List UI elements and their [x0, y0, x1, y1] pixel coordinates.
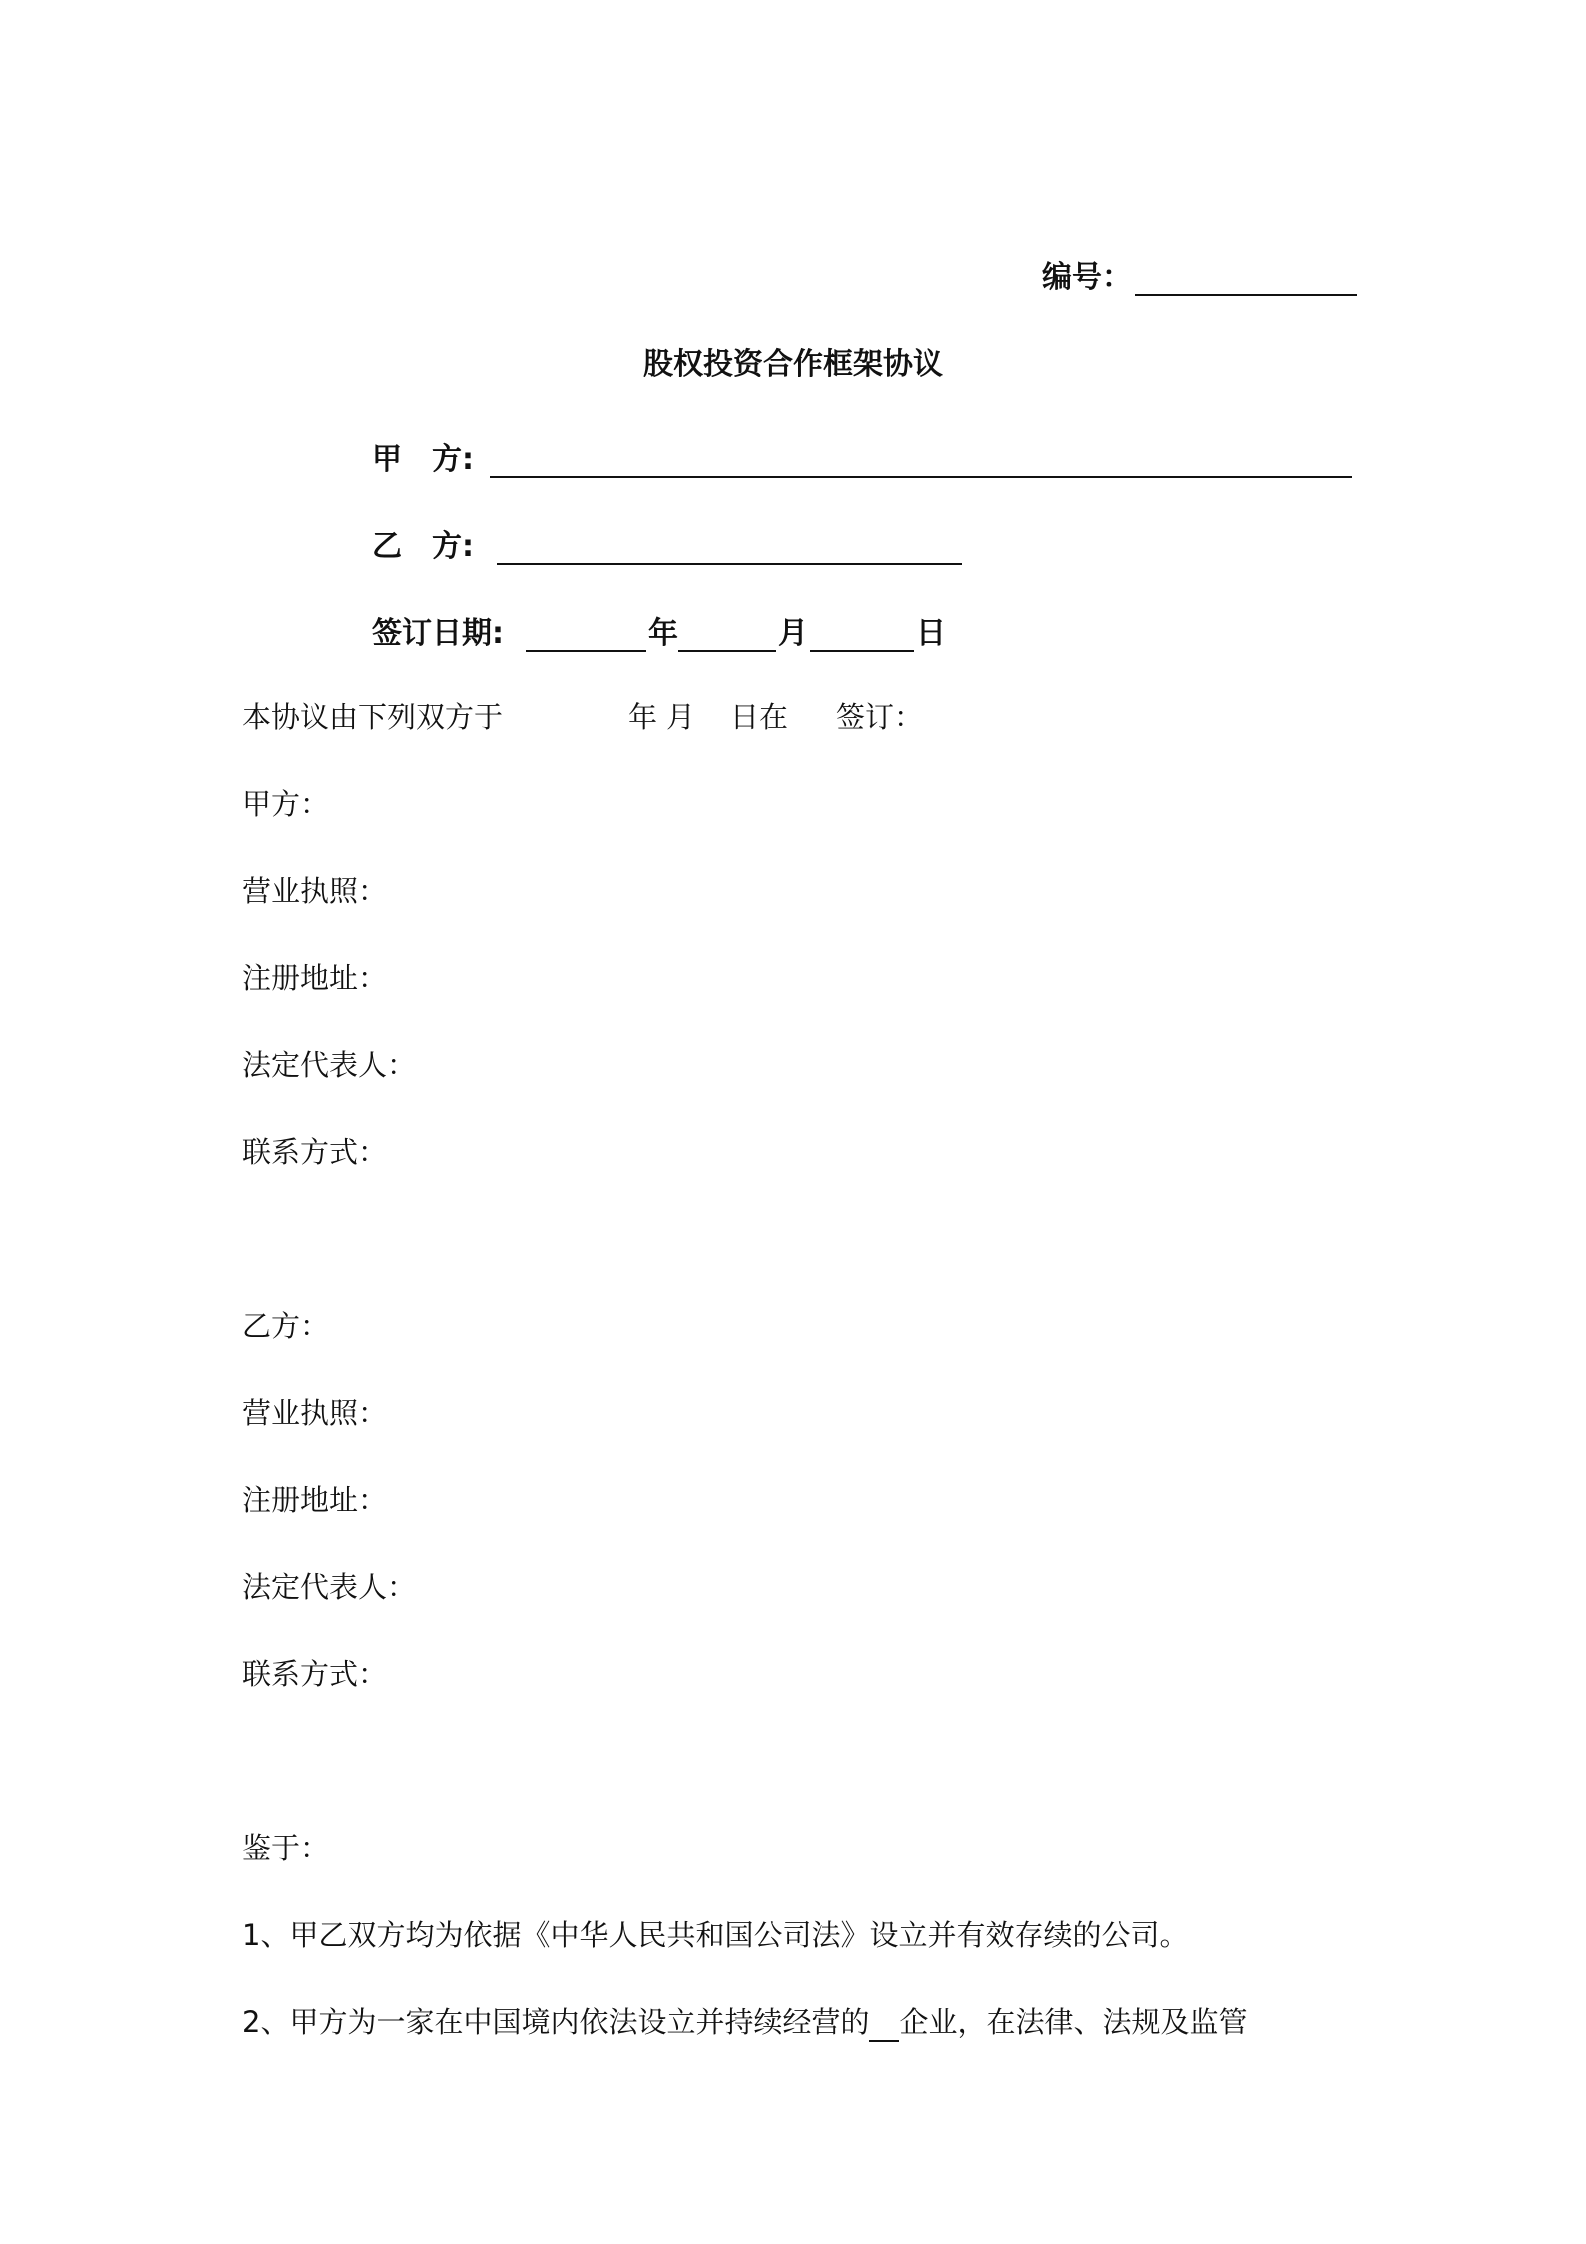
recital-item-2-text-before: 2、甲方为一家在中国境内依法设立并持续经营的	[242, 2005, 870, 2039]
recital-item-1: 1、甲乙双方均为依据《中华人民共和国公司法》设立并有效存续的公司。	[242, 1918, 1189, 1952]
intro-day-at: 日在	[730, 700, 789, 734]
document-title: 股权投资合作框架协议	[643, 347, 943, 382]
party-a-field-contact: 联系方式：	[242, 1135, 388, 1169]
cover-party-b-label: 乙 方:	[372, 529, 474, 564]
recital-item-2-blank[interactable]	[869, 2010, 899, 2042]
cover-year-label: 年	[648, 616, 678, 651]
party-b-field-contact: 联系方式：	[242, 1657, 388, 1691]
cover-year-blank[interactable]	[526, 650, 646, 652]
party-a-field-address: 注册地址：	[242, 961, 388, 995]
cover-day-label: 日	[916, 616, 946, 651]
recitals-heading: 鉴于：	[242, 1831, 330, 1865]
party-b-field-license: 营业执照：	[242, 1396, 388, 1430]
party-b-field-representative: 法定代表人：	[242, 1570, 417, 1604]
party-a-heading: 甲方：	[242, 787, 330, 821]
cover-sign-date-label: 签订日期:	[372, 616, 504, 651]
intro-text-1: 本协议由下列双方于	[242, 700, 504, 734]
party-a-field-license: 营业执照：	[242, 874, 388, 908]
cover-month-blank[interactable]	[678, 650, 776, 652]
party-b-field-address: 注册地址：	[242, 1483, 388, 1517]
party-b-heading: 乙方：	[242, 1309, 330, 1343]
document-number-blank[interactable]	[1135, 294, 1357, 296]
cover-party-a-label: 甲 方:	[372, 442, 474, 477]
recital-item-2-text-after: 企业，在法律、法规及监管	[899, 2005, 1248, 2039]
recital-item-2	[242, 2002, 1247, 2042]
intro-year: 年	[628, 700, 658, 734]
cover-party-a-blank[interactable]	[490, 476, 1352, 478]
cover-month-label: 月	[778, 616, 808, 651]
intro-month: 月	[666, 700, 696, 734]
cover-day-blank[interactable]	[810, 650, 914, 652]
cover-party-b-blank[interactable]	[497, 563, 962, 565]
party-a-field-representative: 法定代表人：	[242, 1048, 417, 1082]
intro-signed: 签订：	[836, 700, 924, 734]
document-number-label: 编号：	[1042, 260, 1132, 295]
